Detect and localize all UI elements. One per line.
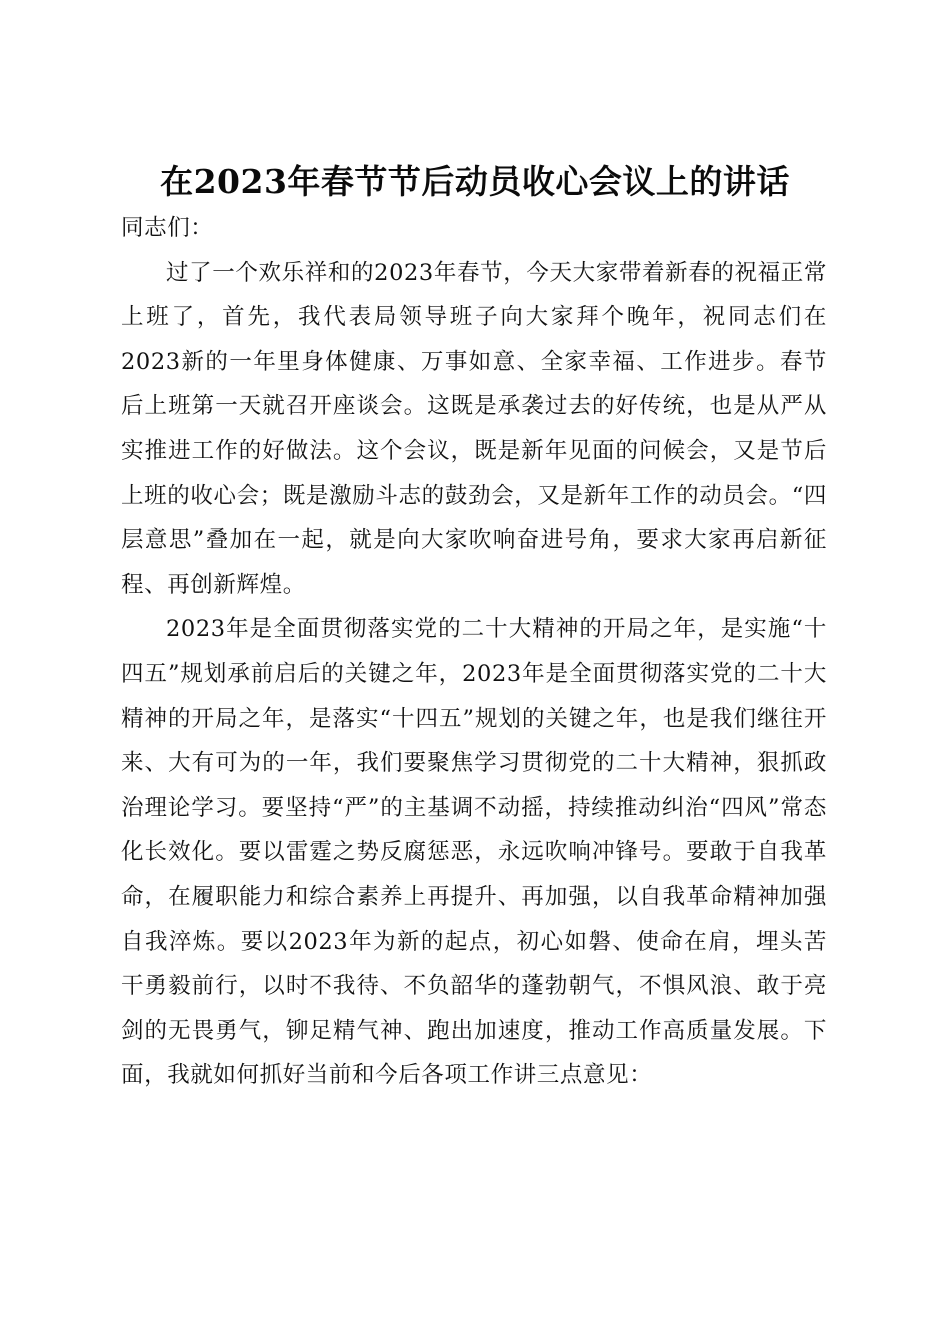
paragraph-2: 2023年是全面贯彻落实党的二十大精神的开局之年，是实施“十四五”规划承前启后的关键之年，2023年是全面贯彻落实党的二十大精神的开局之年，是落实“十四五”规划的关键之年，也是我们继往开来、大有可为的一年，我们要聚焦学习贯彻党的二十大精神，狠抓政治理论学习。要坚持“严”的主基调不动摇，持续推动纠治“四风”常态化长效化。要以雷霆之势反腐惩恶，永远吹响冲锋号。要敢于自我革命，在履职能力和综合素养上再提升、再加强，以自我革命精神加强自我淬炼。要以2023年为新的起点，初心如磐、使命在肩，埋头苦干勇毅前行，以时不我待、不负韶华的蓬勃朝气，不惧风浪、敢于亮剑的无畏勇气，铆足精气神、跑出加速度，推动工作高质量发展。下面，我就如何抓好当前和今后各项工作讲三点意见： xyxy=(121,616,827,1089)
paragraph-1: 过了一个欢乐祥和的2023年春节，今天大家带着新春的祝福正常上班了，首先，我代表局领导班子向大家拜个晚年，祝同志们在2023新的一年里身体健康、万事如意、全家幸福、工作进步。春节后上班第一天就召开座谈会。这既是承袭过去的好传统，也是从严从实推进工作的好做法。这个会议，既是新年见面的问候会，又是节后上班的收心会；既是激励斗志的鼓劲会，又是新年工作的动员会。“四层意思”叠加在一起，就是向大家吹响奋进号角，要求大家再启新征程、再创新辉煌。 xyxy=(121,259,827,598)
salutation: 同志们： xyxy=(121,215,214,241)
document-body xyxy=(121,206,827,1098)
document-title: 在2023年春节节后动员收心会议上的讲话 xyxy=(160,162,790,202)
